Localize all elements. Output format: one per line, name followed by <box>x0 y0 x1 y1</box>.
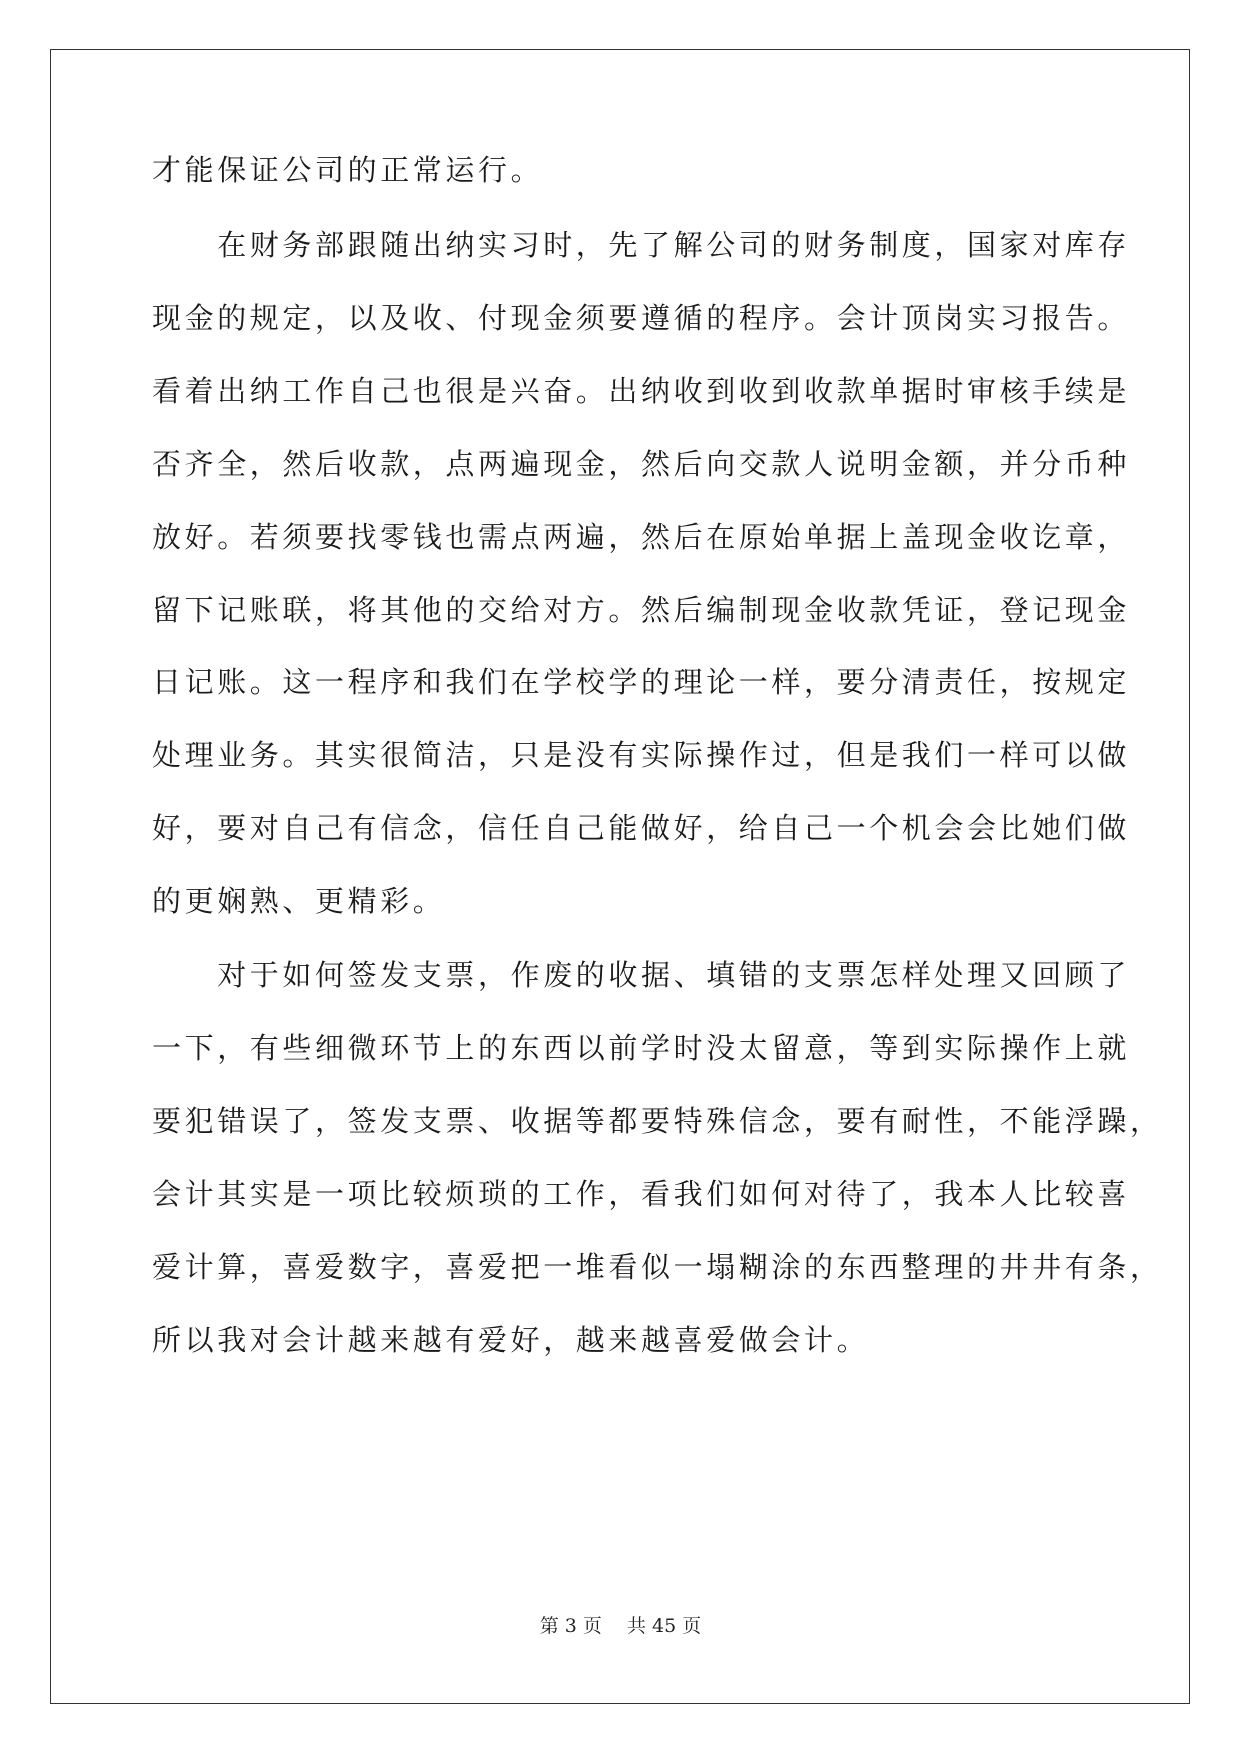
text-line: 日记账。这一程序和我们在学校学的理论一样，要分清责任，按规定 <box>152 665 1131 699</box>
page-number-footer: 第 3 页 共 45 页 <box>539 1615 702 1637</box>
text-line: 所以我对会计越来越有爱好，越来越喜爱做会计。 <box>152 1323 870 1357</box>
text-line: 留下记账联，将其他的交给对方。然后编制现金收款凭证，登记现金 <box>152 593 1131 627</box>
text-line: 放好。若须要找零钱也需点两遍，然后在原始单据上盖现金收讫章， <box>152 520 1131 554</box>
text-line: 要犯错误了，签发支票、收据等都要特殊信念，要有耐性，不能浮躁， <box>152 1104 1163 1138</box>
text-line: 否齐全，然后收款，点两遍现金，然后向交款人说明金额，并分币种 <box>152 447 1131 481</box>
text-line: 对于如何签发支票，作废的收据、填错的支票怎样处理又回顾了 <box>152 958 1131 992</box>
text-line: 会计其实是一项比较烦琐的工作，看我们如何对待了，我本人比较喜 <box>152 1177 1131 1211</box>
text-line: 现金的规定，以及收、付现金须要遵循的程序。会计顶岗实习报告。 <box>152 301 1131 335</box>
text-line: 一下，有些细微环节上的东西以前学时没太留意，等到实际操作上就 <box>152 1031 1131 1065</box>
text-line: 处理业务。其实很简洁，只是没有实际操作过，但是我们一样可以做 <box>152 738 1131 772</box>
text-line: 的更娴熟、更精彩。 <box>152 884 446 918</box>
text-line: 才能保证公司的正常运行。 <box>152 153 544 187</box>
text-line: 在财务部跟随出纳实习时，先了解公司的财务制度，国家对库存 <box>152 228 1131 262</box>
text-line: 看着出纳工作自己也很是兴奋。出纳收到收到收款单据时审核手续是 <box>152 374 1131 408</box>
text-line: 爱计算，喜爱数字，喜爱把一堆看似一塌糊涂的东西整理的井井有条， <box>152 1250 1163 1284</box>
text-line: 好，要对自己有信念，信任自己能做好，给自己一个机会会比她们做 <box>152 811 1131 845</box>
